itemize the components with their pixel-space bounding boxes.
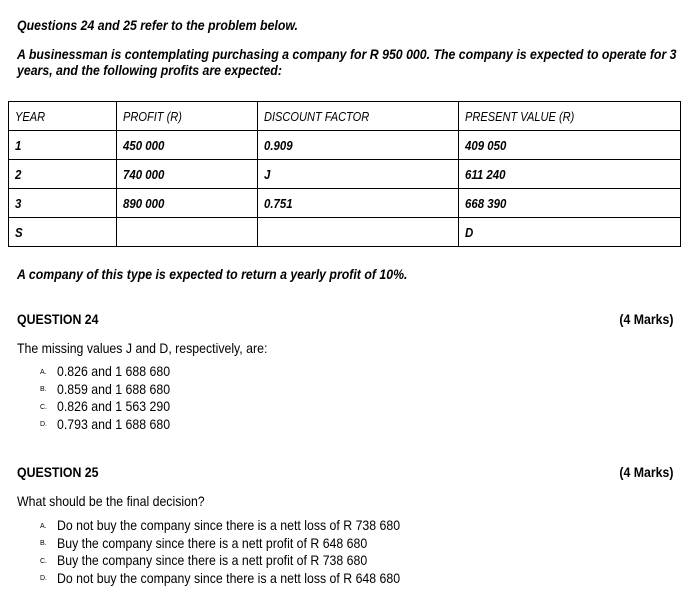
- yearly-return-note: A company of this type is expected to return a yearly profit of 10%.: [17, 266, 408, 282]
- option-letter: A.: [40, 522, 47, 530]
- option-letter: C.: [40, 557, 47, 565]
- table-row: [9, 131, 681, 160]
- option-letter: D.: [40, 421, 47, 429]
- table-cell: 1: [9, 131, 117, 160]
- table-cell: 890 000: [117, 189, 258, 218]
- table-cell: 450 000: [117, 131, 258, 160]
- header-cell-present-value: PRESENT VALUE (R): [459, 102, 681, 131]
- problem-statement: [17, 46, 690, 78]
- option-letter: B.: [40, 386, 47, 394]
- table-cell: J: [258, 160, 459, 189]
- table-header-row: [9, 102, 681, 131]
- question-25-options: [0, 517, 447, 587]
- problem-line-1: A businessman is contemplating purchasing a company for R 950 000. The company is expected to operate for 3: [17, 46, 677, 62]
- table-cell: 611 240: [459, 160, 681, 189]
- question-25-text: What should be the final decision?: [17, 493, 205, 509]
- question-25-title: QUESTION 25: [17, 464, 99, 480]
- question-24-marks: (4 Marks): [618, 311, 673, 327]
- table-cell: 2: [9, 160, 117, 189]
- table-cell: 740 000: [117, 160, 258, 189]
- option-b[interactable]: B. Buy the company since there is a nett profit of R 648 680: [40, 535, 447, 553]
- option-letter: D.: [40, 575, 47, 583]
- option-d[interactable]: D. 0.793 and 1 688 680: [40, 416, 185, 434]
- header-cell-discount-factor: DISCOUNT FACTOR: [258, 102, 459, 131]
- option-letter: C.: [40, 403, 47, 411]
- question-24-text: The missing values J and D, respectively, are:: [17, 340, 268, 356]
- option-d[interactable]: D. Do not buy the company since there is a nett loss of R 648 680: [40, 570, 447, 588]
- question-24-options: [0, 363, 185, 433]
- option-b[interactable]: B. 0.859 and 1 688 680: [40, 381, 185, 399]
- table-row: [9, 160, 681, 189]
- table-row: [9, 189, 681, 218]
- table-cell: 0.751: [258, 189, 459, 218]
- table-cell: D: [459, 218, 681, 247]
- table-row: [9, 218, 681, 247]
- option-letter: B.: [40, 540, 47, 548]
- table-cell: S: [9, 218, 117, 247]
- table-cell: [117, 218, 258, 247]
- question-24-title: QUESTION 24: [17, 311, 99, 327]
- question-25-marks: (4 Marks): [618, 464, 673, 480]
- table-cell: 668 390: [459, 189, 681, 218]
- option-c[interactable]: C. Buy the company since there is a nett profit of R 738 680: [40, 552, 447, 570]
- profit-table: [8, 101, 681, 247]
- intro-heading: Questions 24 and 25 refer to the problem below.: [17, 17, 298, 33]
- table-cell: 0.909: [258, 131, 459, 160]
- option-c[interactable]: C. 0.826 and 1 563 290: [40, 398, 185, 416]
- option-a[interactable]: A. 0.826 and 1 688 680: [40, 363, 185, 381]
- option-letter: A.: [40, 368, 47, 376]
- table-cell: 409 050: [459, 131, 681, 160]
- header-cell-year: YEAR: [9, 102, 117, 131]
- header-cell-profit: PROFIT (R): [117, 102, 258, 131]
- table-cell: 3: [9, 189, 117, 218]
- option-a[interactable]: A. Do not buy the company since there is a nett loss of R 738 680: [40, 517, 447, 535]
- table-cell: [258, 218, 459, 247]
- problem-line-2: years, and the following profits are expected:: [17, 62, 282, 78]
